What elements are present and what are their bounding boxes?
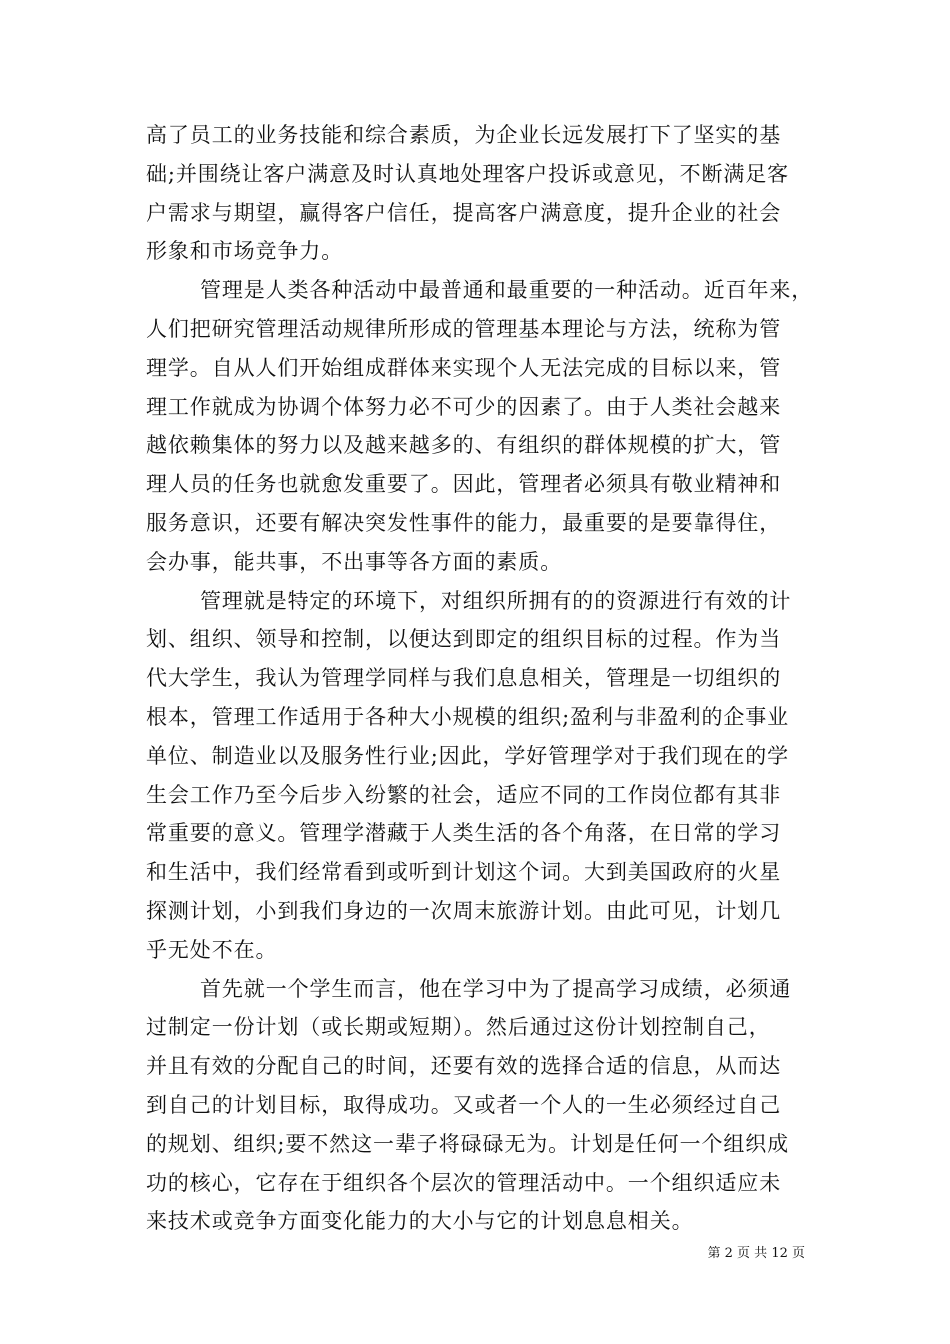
text-line: 的规划、组织;要不然这一辈子将碌碌无为。计划是任何一个组织成 (146, 1131, 790, 1156)
text-line: 理人员的任务也就愈发重要了。因此，管理者必须具有敬业精神和 (146, 472, 782, 497)
text-line: 会办事，能共事，不出事等各方面的素质。 (146, 549, 563, 574)
text-line: 根本，管理工作适用于各种大小规模的组织;盈利与非盈利的企事业 (146, 704, 790, 729)
text-line: 服务意识，还要有解决突发性事件的能力，最重要的是要靠得住， (146, 510, 782, 535)
text-line: 代大学生，我认为管理学同样与我们息息相关，管理是一切组织的 (146, 666, 782, 691)
text-line: 础;并围绕让客户满意及时认真地处理客户投诉或意见，不断满足客 (146, 161, 790, 186)
text-line: 并且有效的分配自己的时间，还要有效的选择合适的信息，从而达 (146, 1054, 782, 1079)
paragraph-start-line: 管理是人类各种活动中最普通和最重要的一种活动。近百年来， (200, 278, 814, 303)
text-line: 到自己的计划目标，取得成功。又或者一个人的一生必须经过自己 (146, 1092, 782, 1117)
text-line: 乎无处不在。 (146, 937, 278, 962)
text-line: 生会工作乃至今后步入纷繁的社会，适应不同的工作岗位都有其非 (146, 782, 782, 807)
text-line: 理工作就成为协调个体努力必不可少的因素了。由于人类社会越来 (146, 394, 782, 419)
body-text (146, 116, 814, 1241)
text-line: 划、组织、领导和控制，以便达到即定的组织目标的过程。作为当 (146, 627, 782, 652)
text-line: 单位、制造业以及服务性行业;因此，学好管理学对于我们现在的学 (146, 743, 790, 768)
text-line: 过制定一份计划（或长期或短期）。然后通过这份计划控制自己， (146, 1015, 771, 1040)
text-line: 越依赖集体的努力以及越来越多的、有组织的群体规模的扩大，管 (146, 433, 782, 458)
text-line: 户需求与期望，赢得客户信任，提高客户满意度，提升企业的社会 (146, 200, 782, 225)
text-line: 形象和市场竞争力。 (146, 239, 344, 264)
text-line: 理学。自从人们开始组成群体来实现个人无法完成的目标以来，管 (146, 355, 782, 380)
text-line: 和生活中，我们经常看到或听到计划这个词。大到美国政府的火星 (146, 860, 782, 885)
paragraph-start-line: 管理就是特定的环境下，对组织所拥有的的资源进行有效的计 (200, 588, 792, 613)
paragraph-start-line: 首先就一个学生而言，他在学习中为了提高学习成绩，必须通 (200, 976, 792, 1001)
page-number: 第 2 页 共 12 页 (707, 1246, 805, 1261)
text-line: 探测计划，小到我们身边的一次周末旅游计划。由此可见，计划几 (146, 898, 782, 923)
text-line: 常重要的意义。管理学潜藏于人类生活的各个角落，在日常的学习 (146, 821, 782, 846)
text-line: 功的核心，它存在于组织各个层次的管理活动中。一个组织适应未 (146, 1170, 782, 1195)
text-line: 人们把研究管理活动规律所形成的管理基本理论与方法，统称为管 (146, 316, 782, 341)
text-line: 高了员工的业务技能和综合素质，为企业长远发展打下了坚实的基 (146, 123, 782, 147)
text-line: 来技术或竞争方面变化能力的大小与它的计划息息相关。 (146, 1209, 694, 1234)
